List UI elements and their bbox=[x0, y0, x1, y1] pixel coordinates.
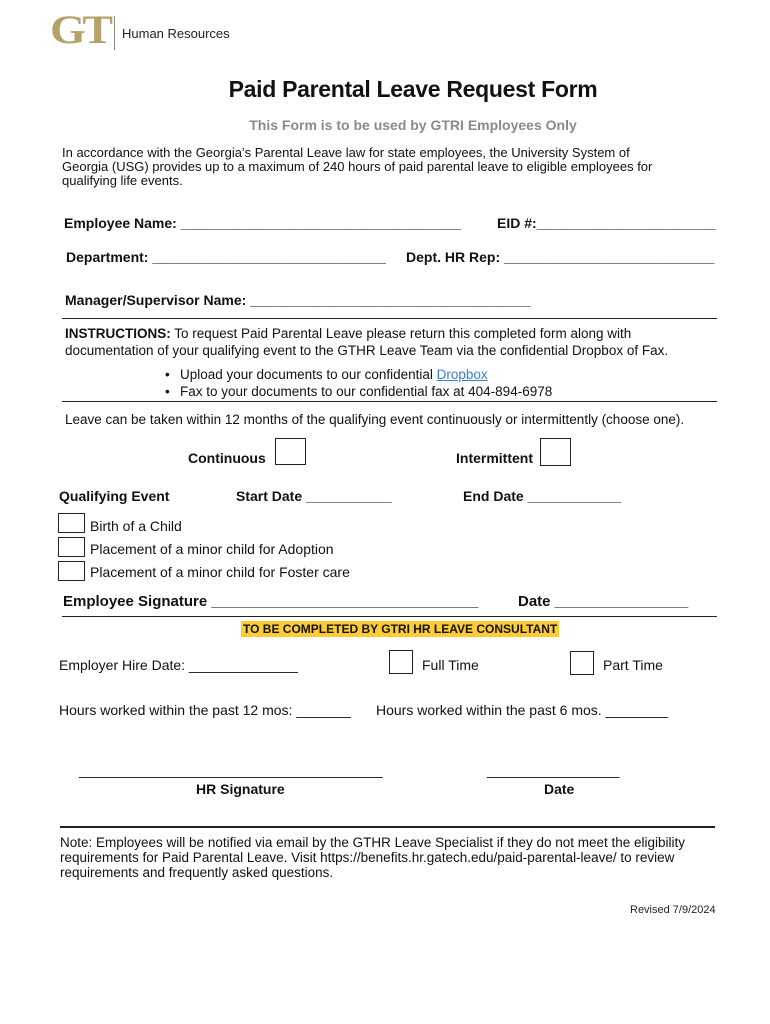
note-line-2: requirements for Paid Parental Leave. Visit https://benefits.hr.gatech.edu/paid-parental-leave/ to review bbox=[60, 850, 675, 865]
part-time-label: Part Time bbox=[603, 657, 663, 673]
divider bbox=[62, 318, 717, 319]
instructions-line-2: documentation of your qualifying event to the GTHR Leave Team via the confidential Dropbox of Fax. bbox=[65, 343, 669, 358]
bullet-fax bbox=[165, 384, 552, 399]
page-title: Paid Parental Leave Request Form bbox=[228, 76, 598, 102]
continuous-label: Continuous bbox=[188, 450, 266, 466]
hr-rep-field[interactable]: Dept. HR Rep: ___________________________ bbox=[406, 249, 715, 265]
note-line-1: Note: Employees will be notified via email by the GTHR Leave Specialist if they do not meet the eligibility bbox=[60, 835, 686, 850]
note-line-3: requirements and frequently asked questions. bbox=[60, 865, 334, 880]
hours-12-field[interactable]: Hours worked within the past 12 mos: _______ bbox=[59, 702, 351, 718]
bullet-text: Upload your documents to our confidential bbox=[180, 367, 437, 382]
divider bbox=[60, 826, 715, 828]
full-time-checkbox[interactable] bbox=[389, 650, 413, 674]
hr-signature-label: HR Signature bbox=[196, 781, 285, 797]
bullet-text: Fax to your documents to our confidential fax at 404-894-6978 bbox=[180, 384, 553, 399]
intro-line-1: In accordance with the Georgia’s Parental Leave law for state employees, the University System of bbox=[62, 145, 630, 160]
department-name: Human Resources bbox=[122, 26, 230, 41]
intro-line-2: Georgia (USG) provides up to a maximum of 240 hours of paid parental leave to eligible employees for bbox=[62, 159, 653, 174]
signature-date-field[interactable]: Date ________________ bbox=[518, 593, 689, 610]
intermittent-label: Intermittent bbox=[456, 450, 533, 466]
hr-signature-line[interactable]: _______________________________________ bbox=[79, 762, 383, 778]
leave-note: Leave can be taken within 12 months of the qualifying event continuously or intermittently (choose one). bbox=[65, 412, 685, 427]
adoption-checkbox[interactable] bbox=[58, 537, 85, 557]
dropbox-link[interactable]: Dropbox bbox=[436, 367, 488, 382]
eid-field[interactable]: EID #:_______________________ bbox=[497, 215, 716, 231]
bullet-icon: • bbox=[165, 384, 170, 399]
hr-consultant-banner: TO BE COMPLETED BY GTRI HR LEAVE CONSULTANT bbox=[243, 622, 558, 636]
manager-field[interactable]: Manager/Supervisor Name: ____________________________________ bbox=[65, 292, 531, 308]
intermittent-checkbox[interactable] bbox=[540, 438, 571, 466]
foster-care-label: Placement of a minor child for Foster care bbox=[90, 564, 350, 580]
full-time-label: Full Time bbox=[422, 657, 479, 673]
divider bbox=[62, 401, 717, 402]
hr-date-label: Date bbox=[544, 781, 575, 797]
adoption-label: Placement of a minor child for Adoption bbox=[90, 541, 334, 557]
hire-date-field[interactable]: Employer Hire Date: ______________ bbox=[59, 657, 298, 673]
header-divider bbox=[114, 16, 115, 50]
intro-line-3: qualifying life events. bbox=[62, 173, 183, 188]
employee-name-field[interactable]: Employee Name: ____________________________________ bbox=[64, 215, 462, 231]
instructions-text: To request Paid Parental Leave please return this completed form along with bbox=[170, 326, 632, 341]
employee-signature-field[interactable]: Employee Signature ________________________________ bbox=[63, 593, 479, 610]
page-subtitle: This Form is to be used by GTRI Employees Only bbox=[249, 117, 577, 133]
bullet-dropbox bbox=[165, 367, 488, 382]
instructions-label: INSTRUCTIONS: bbox=[65, 326, 171, 341]
hr-date-line[interactable]: _________________ bbox=[487, 762, 620, 778]
department-field[interactable]: Department: ______________________________ bbox=[66, 249, 386, 265]
gt-logo: GT bbox=[50, 7, 110, 52]
continuous-checkbox[interactable] bbox=[275, 438, 306, 465]
end-date-field[interactable]: End Date ____________ bbox=[463, 488, 621, 504]
revised-date: Revised 7/9/2024 bbox=[630, 904, 716, 916]
birth-label: Birth of a Child bbox=[90, 518, 182, 534]
instructions-line-1 bbox=[65, 326, 631, 341]
part-time-checkbox[interactable] bbox=[570, 651, 594, 675]
qualifying-event-label: Qualifying Event bbox=[59, 488, 170, 504]
bullet-icon: • bbox=[165, 367, 170, 382]
divider bbox=[62, 616, 717, 617]
foster-care-checkbox[interactable] bbox=[58, 561, 85, 581]
start-date-field[interactable]: Start Date ___________ bbox=[236, 488, 392, 504]
hours-6-field[interactable]: Hours worked within the past 6 mos. ________ bbox=[376, 702, 668, 718]
birth-checkbox[interactable] bbox=[58, 513, 85, 533]
